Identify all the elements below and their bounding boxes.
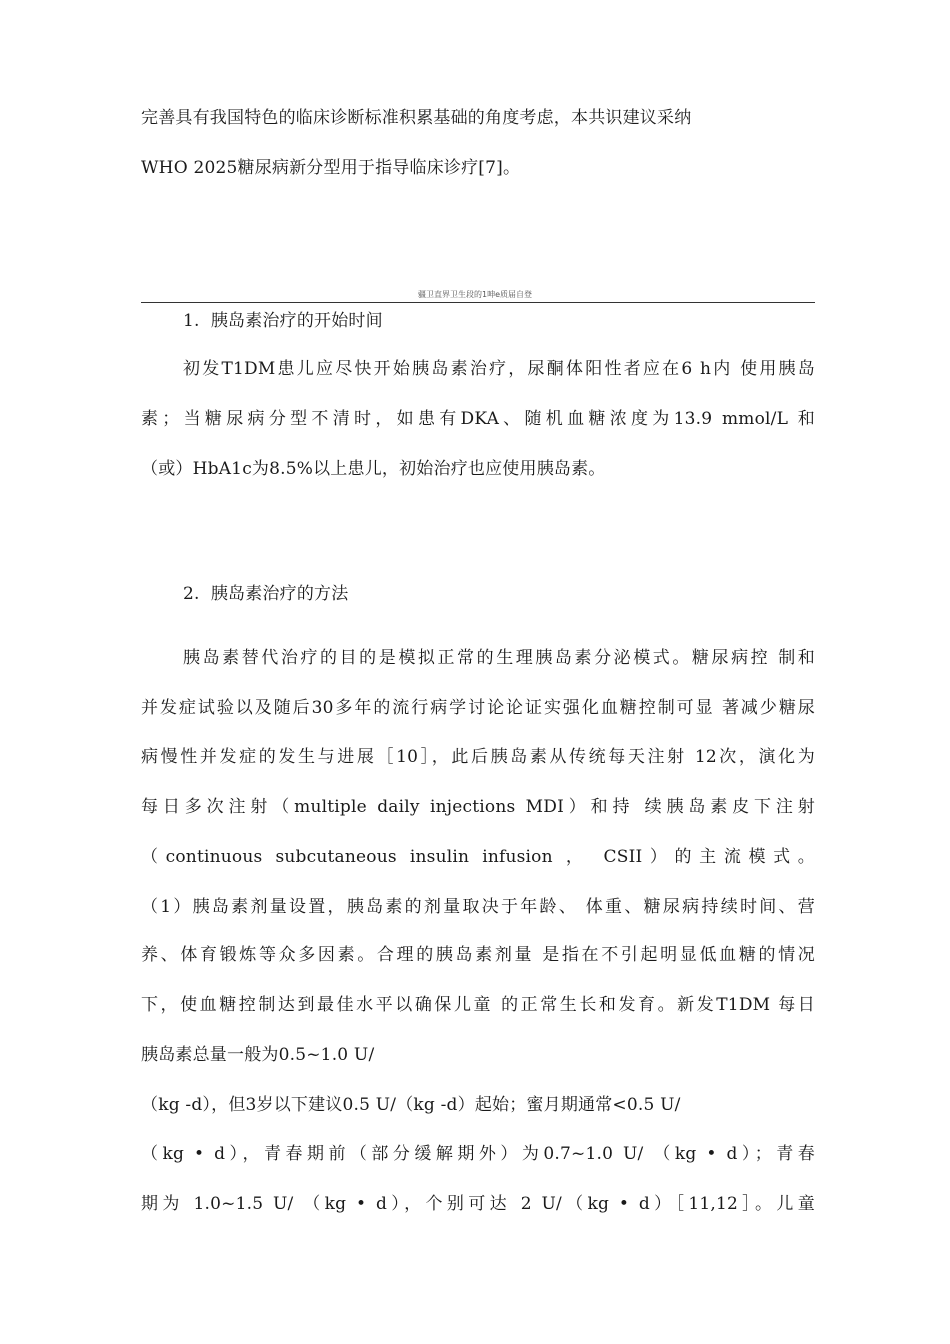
paragraph-line: 胰岛素总量一般为0.5~1.0 U/	[141, 1045, 375, 1065]
section-1-heading: 1. 胰岛素治疗的开始时间	[183, 311, 383, 331]
paragraph-line: 病慢性并发症的发生与进展［10］，此后胰岛素从传统每天注射 12次，演化为	[141, 747, 815, 767]
paragraph-line: 期为 1.0~1.5 U/ （kg • d），个别可达 2 U/（kg • d）［11,12］。儿童	[141, 1194, 815, 1214]
paragraph-line: （或）HbA1c为8.5%以上患儿，初始治疗也应使用胰岛素。	[141, 459, 606, 479]
paragraph-line: （continuous subcutaneous insulin infusion ， CSII）的主流模式。	[141, 847, 815, 867]
paragraph-line: （kg -d），但3岁以下建议0.5 U/（kg -d）起始；蜜月期通常<0.5 U/	[141, 1095, 681, 1115]
paragraph-line: 素；当糖尿病分型不清时，如患有DKA、随机血糖浓度为13.9 mmol/L 和	[141, 409, 815, 429]
paragraph-line: 每日多次注射（multiple daily injections MDI）和持 续胰岛素皮下注射	[141, 797, 815, 817]
paragraph-line: 初发T1DM患儿应尽快开始胰岛素治疗，尿酮体阳性者应在6 h内 使用胰岛	[183, 359, 815, 379]
paragraph-line: 下，使血糖控制达到最佳水平以确保儿童 的正常生长和发育。新发T1DM 每日	[141, 995, 815, 1015]
paragraph-line: （kg • d），青春期前（部分缓解期外）为0.7~1.0 U/ （kg • d）；青春	[141, 1144, 815, 1164]
section-2-heading: 2. 胰岛素治疗的方法	[183, 584, 349, 604]
paragraph-line: 胰岛素替代治疗的目的是模拟正常的生理胰岛素分泌模式。糖尿病控 制和	[183, 648, 815, 668]
header-rule	[141, 302, 815, 303]
paragraph-line: 并发症试验以及随后30多年的流行病学讨论论证实强化血糖控制可显 著减少糖尿	[141, 698, 815, 718]
paragraph-line: （1）胰岛素剂量设置，胰岛素的剂量取决于年龄、 体重、糖尿病持续时间、营	[141, 897, 815, 917]
paragraph-line: 养、体育锻炼等众多因素。合理的胰岛素剂量 是指在不引起明显低血糖的情况	[141, 945, 815, 965]
intro-line-1: 完善具有我国特色的临床诊断标准积累基础的角度考虑，本共识建议采纳	[141, 108, 692, 128]
page-header-text: 疆卫直界卫生段的1呻e质届自登	[417, 290, 532, 299]
intro-line-2: WHO 2025糖尿病新分型用于指导临床诊疗[7]。	[141, 158, 521, 178]
